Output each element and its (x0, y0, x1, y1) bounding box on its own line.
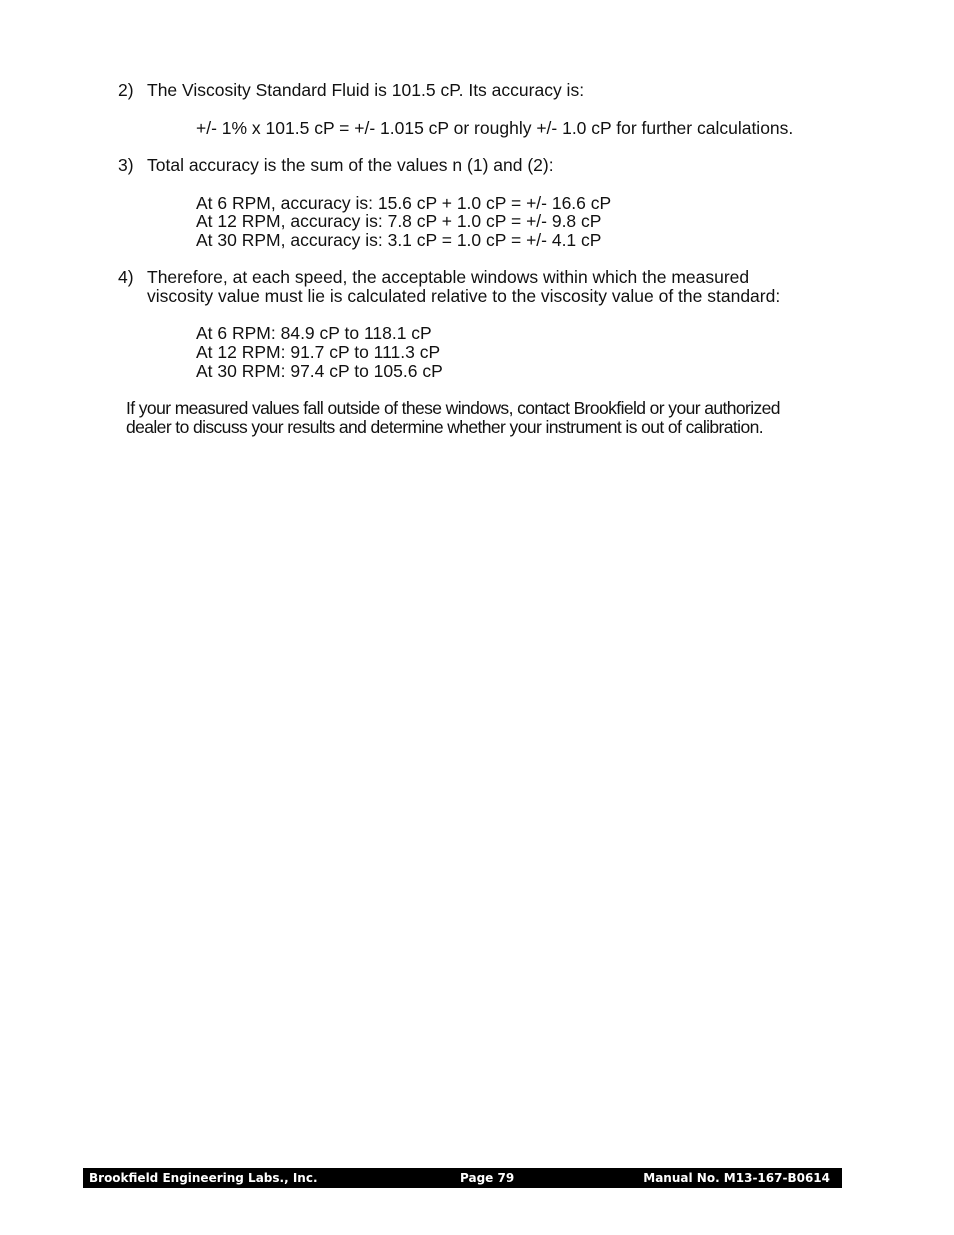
closing-line: dealer to discuss your results and determine whether your instrument is out of calibration. (126, 417, 763, 437)
closing-line: If your measured values fall outside of these windows, contact Brookfield or your authorized (126, 398, 780, 418)
item-subline: At 12 RPM: 91.7 cP to 111.3 cP (196, 342, 441, 362)
item-subline: At 6 RPM, accuracy is: 15.6 cP + 1.0 cP = +/- 16.6 cP (196, 193, 612, 213)
item-text: Total accuracy is the sum of the values n (1) and (2): (147, 155, 554, 175)
closing-paragraph (126, 399, 842, 437)
item-subline: At 6 RPM: 84.9 cP to 118.1 cP (196, 323, 432, 343)
item-number: 4) (118, 267, 134, 287)
item-text: The Viscosity Standard Fluid is 101.5 cP. Its accuracy is: (147, 80, 585, 100)
footer-manual-number: Manual No. M13-167-B0614 (643, 1171, 830, 1185)
page-footer (83, 1168, 842, 1188)
item-number: 2) (118, 80, 134, 100)
footer-company: Brookfield Engineering Labs., Inc. (89, 1171, 318, 1185)
item-subline: At 30 RPM, accuracy is: 3.1 cP = 1.0 cP = +/- 4.1 cP (196, 230, 602, 250)
item-number: 3) (118, 155, 134, 175)
item-text: Therefore, at each speed, the acceptable windows within which the measured (147, 267, 750, 287)
item-text: viscosity value must lie is calculated relative to the viscosity value of the standard: (147, 286, 781, 306)
item-subline: +/- 1% x 101.5 cP = +/- 1.015 cP or roughly +/- 1.0 cP for further calculations. (196, 118, 794, 138)
item-subline: At 12 RPM, accuracy is: 7.8 cP + 1.0 cP = +/- 9.8 cP (196, 211, 602, 231)
item-subline: At 30 RPM: 97.4 cP to 105.6 cP (196, 361, 443, 381)
footer-page-number: Page 79 (460, 1171, 515, 1185)
